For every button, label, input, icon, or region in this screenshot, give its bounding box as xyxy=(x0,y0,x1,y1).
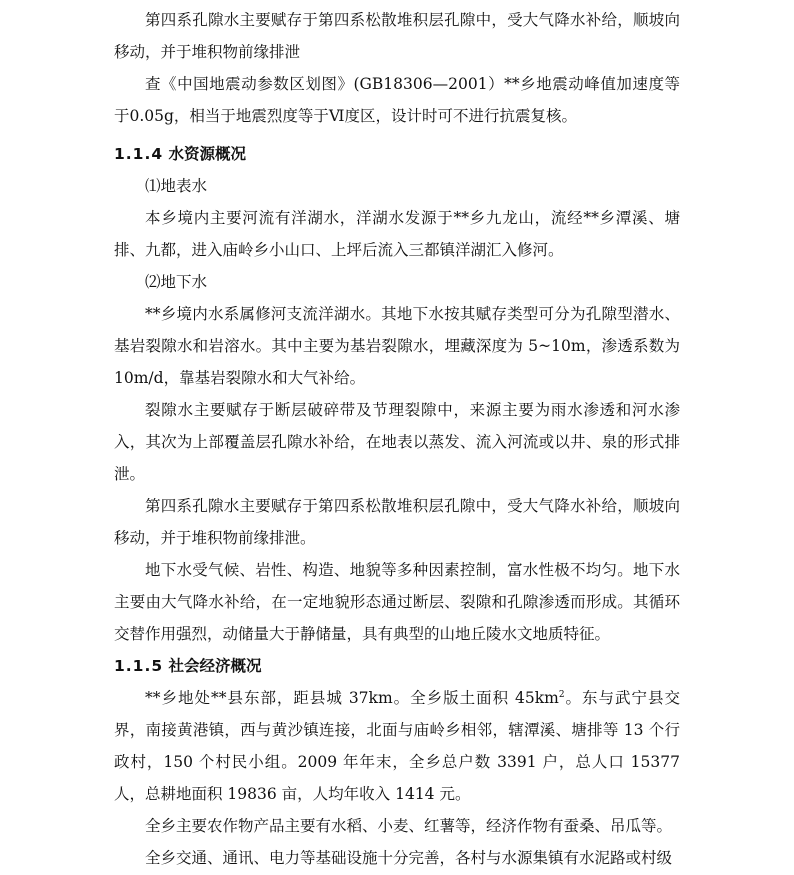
paragraph-crops: 全乡主要农作物产品主要有水稻、小麦、红薯等，经济作物有蚕桑、吊瓜等。 xyxy=(145,817,673,835)
paragraph-groundwater-factors: 地下水受气候、岩性、构造、地貌等多种因素控制，富水性极不均匀。地下水主要由大气降水补给，在一定地貌形态通过断层、裂隙和孔隙渗透而形成。其循环交替作用强烈，动储量大于静储量，具有典型的山地丘陵水文地质特征。 xyxy=(114,561,680,643)
subheading-groundwater: ⑵地下水 xyxy=(145,273,208,291)
paragraph-seismic: 查《中国地震动参数区划图》(GB18306—2001）**乡地震动峰值加速度等于0.05g，相当于地震烈度等于Ⅵ度区，设计时可不进行抗震复核。 xyxy=(114,75,680,125)
paragraph-quaternary-pore-water: 第四系孔隙水主要赋存于第四系松散堆积层孔隙中，受大气降水补给，顺坡向移动，并于堆积物前缘排泄。 xyxy=(114,497,680,547)
paragraph-groundwater-system: **乡境内水系属修河支流洋湖水。其地下水按其赋存类型可分为孔隙型潜水、基岩裂隙水和岩溶水。其中主要为基岩裂隙水，埋藏深度为 5~10m，渗透系数为10m/d，靠基岩裂隙水和大气补给。 xyxy=(114,305,680,387)
section-heading-socioeconomic xyxy=(114,650,262,682)
section-title: 社会经济概况 xyxy=(168,657,262,675)
paragraph-fissure-water: 裂隙水主要赋存于断层破碎带及节理裂隙中，来源主要为雨水渗透和河水渗入，其次为上部覆盖层孔隙水补给，在地表以蒸发、流入河流或以井、泉的形式排泄。 xyxy=(114,401,680,483)
text-run: 。东与武宁县交界，南接黄港镇，西与黄沙镇连接，北面与庙岭乡相邻，辖潭溪、塘排等 13 个行政村，150 个村民小组。2009 年年末，全乡总户数 3391 户，总人口 15377 人，总耕地面积 19836 亩，人均年收入 1414 元。 xyxy=(114,689,685,803)
paragraph-infrastructure: 全乡交通、通讯、电力等基础设施十分完善，各村与水源集镇有水泥路或村级 xyxy=(145,849,673,867)
section-title: 水资源概况 xyxy=(168,145,247,163)
text-run: **乡地处**县东部，距县城 37km。全乡版土面积 45km xyxy=(145,689,559,707)
section-number: 1.1.4 xyxy=(114,145,164,163)
section-heading-water-resources xyxy=(114,138,246,170)
superscript: 2 xyxy=(558,689,565,700)
paragraph-pore-water-intro: 第四系孔隙水主要赋存于第四系松散堆积层孔隙中，受大气降水补给，顺坡向移动，并于堆积物前缘排泄 xyxy=(114,11,680,61)
section-number: 1.1.5 xyxy=(114,657,164,675)
paragraph-surface-water: 本乡境内主要河流有洋湖水，洋湖水发源于**乡九龙山，流经**乡潭溪、塘排、九都，进入庙岭乡小山口、上坪后流入三都镇洋湖汇入修河。 xyxy=(114,209,680,259)
paragraph-township-overview xyxy=(114,682,685,810)
subheading-surface-water: ⑴地表水 xyxy=(145,177,208,195)
